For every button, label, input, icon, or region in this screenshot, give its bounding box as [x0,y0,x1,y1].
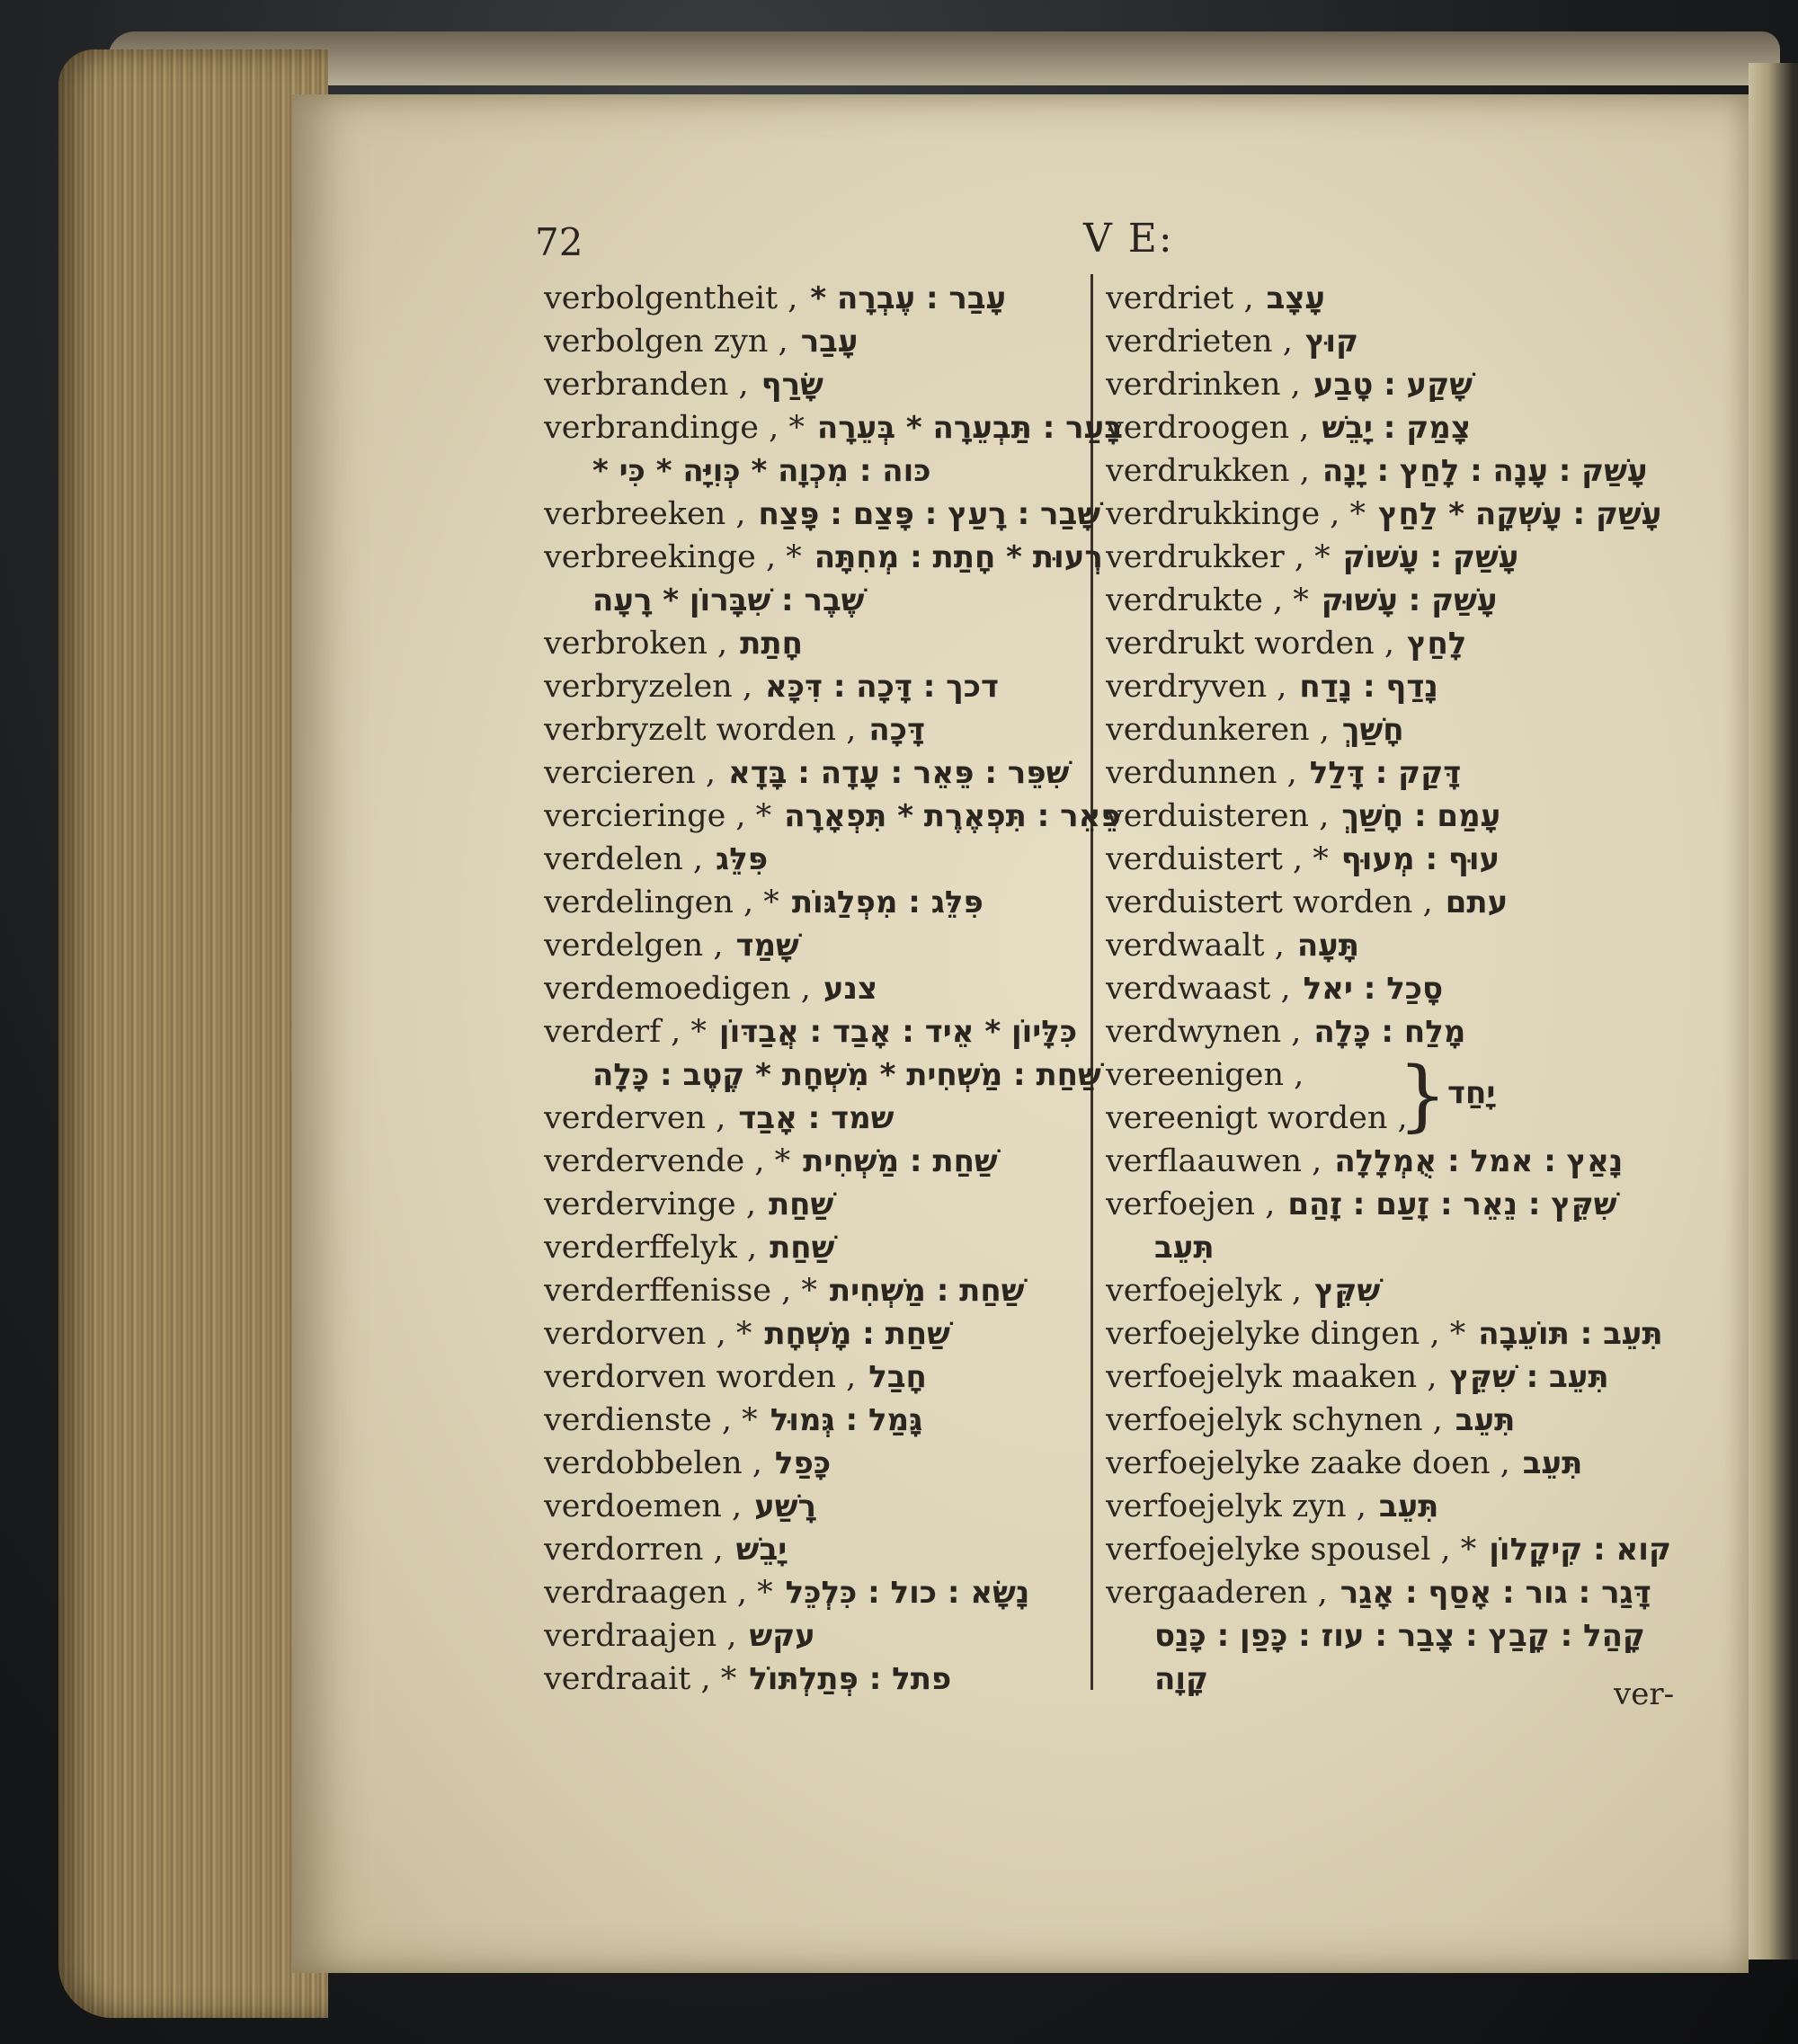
entry-hebrew: צָמַק : יָבֵשׁ [1322,410,1472,446]
entry-headword: verderf , * [544,1014,707,1050]
entry-headword: verflaauwen , [1106,1143,1322,1179]
entry-headword: verduistert , * [1106,841,1329,877]
entry-headword: verduisteren , [1106,798,1330,834]
dictionary-entry [1106,1226,1798,1269]
entry-hebrew: שָׁמַד [735,928,799,964]
dictionary-entry [1106,1657,1798,1701]
entry-hebrew: שַׁחַת : מַשְׁחִית [803,1143,998,1179]
entry-hebrew: חָתַת [740,626,803,662]
dictionary-entry [1106,1312,1798,1355]
dictionary-entry [1106,406,1798,449]
entry-headword: verdwaast , [1106,971,1291,1007]
dictionary-entry [1106,924,1798,967]
entry-hebrew: תִּעֵב : תּוֹעֵבָה [1478,1316,1663,1352]
entry-hebrew: נָדַף : נָדַח [1299,669,1438,705]
entry-hebrew: עתם [1445,884,1509,920]
entry-hebrew: עקש [749,1618,815,1654]
dictionary-entry [1106,881,1798,924]
dictionary-entry [1106,1355,1798,1399]
entry-headword: verfoejen , [1106,1186,1276,1222]
entry-hebrew: עָשַׁק : עָשְׁקָה * לַחַץ [1378,496,1662,532]
entry-hebrew: פֵּאֵר : תִּפְאֶרֶת * תִּפְאָרָה [784,798,1121,834]
entry-headword: verdelgen , [544,928,724,964]
entry-hebrew: תִּעֵב [1154,1230,1215,1266]
brace-group [1106,1053,1798,1140]
entry-headword: verdriet , [1106,280,1254,316]
entry-hebrew: שִׁקֵּץ [1313,1273,1381,1309]
entry-hebrew: תִּעֵב [1455,1402,1516,1438]
entry-headword: verbroken , [544,626,728,662]
entry-hebrew: דָּגַר : גור : אָסַף : אָגַר [1340,1575,1651,1611]
entry-hebrew: נָשָׂא : כול : כִּלְכֵּל [785,1575,1030,1611]
entry-headword: verderffelyk , [544,1230,758,1266]
entry-headword: vergaaderen , [1106,1575,1328,1611]
entry-hebrew: שמד : אָבַד [738,1100,895,1136]
entry-hebrew: שַׁחַת : מַשְׁחִית * מִשְׁחָת * קֶטֶב : כָּלָה [592,1057,1101,1093]
dictionary-entry [1106,277,1798,320]
entry-hebrew: שָׁבַר : רָעַץ : פָּצַם : פָּצַח [758,496,1100,532]
entry-hebrew: תִּעֵב : שִׁקֵּץ [1449,1359,1609,1395]
right-column-part-2 [1106,1140,1798,1701]
entry-headword: verdrukkinge , * [1106,496,1366,532]
right-column [1106,277,1798,1701]
dictionary-entry [1106,795,1798,838]
dictionary-entry [1106,1485,1798,1528]
dictionary-entry [1106,493,1798,536]
dictionary-entry [1106,1269,1798,1312]
dictionary-entry [1106,708,1798,751]
entry-headword: verdemoedigen , [544,971,811,1007]
entry-headword: verderven , [544,1100,726,1136]
entry-headword: verdorven worden , [544,1359,857,1395]
entry-hebrew: קוּץ [1304,324,1359,360]
dictionary-entry [1106,1571,1798,1614]
entry-headword: verdervende , * [544,1143,791,1179]
dictionary-entry [1106,1183,1798,1226]
entry-hebrew: סָכַל : יאל [1303,971,1444,1007]
entry-headword: verfoejelyk , [1106,1273,1302,1309]
entry-headword: verbolgen zyn , [544,324,788,360]
page-number: 72 [535,220,583,264]
entry-headword: verdrukte , * [1106,582,1309,618]
entry-headword: verdwaalt , [1106,928,1285,964]
entry-hebrew: שַׁחַת : מָשְׁחָת [764,1316,950,1352]
entry-headword: verbreeken , [544,496,746,532]
entry-headword: verdienste , * [544,1402,758,1438]
dictionary-entry [1106,1442,1798,1485]
entry-headword: verdorven , * [544,1316,752,1352]
dictionary-entry [1106,1614,1798,1657]
entry-hebrew: לָחַץ [1406,626,1467,662]
entry-headword: verfoejelyk zyn , [1106,1489,1366,1524]
entry-headword: verduistert worden , [1106,884,1433,920]
brace-group-line-2: vereenigt worden , [1106,1100,1408,1136]
entry-hebrew: יָבֵשׁ [735,1532,788,1568]
entry-hebrew: שִׁקֵּץ : נֵאֵר : זָעַם : זָהַם [1287,1186,1617,1222]
dictionary-entry [1106,320,1798,363]
entry-hebrew: פתל : פְּתַלְתּוֹל [749,1661,952,1697]
entry-hebrew: תִּעֵב [1378,1489,1439,1524]
dictionary-entry [1106,967,1798,1010]
entry-hebrew: קוא : קִיקָלוֹן [1489,1532,1671,1568]
entry-headword: verbrandinge , * [544,410,805,446]
dictionary-entry [1106,665,1798,708]
entry-headword: verdorren , [544,1532,724,1568]
entry-hebrew: שִׁפֵּר : פֵּאֵר : עָדָה : בָּדָא [727,755,1070,791]
entry-headword: verfoejelyke dingen , * [1106,1316,1466,1352]
entry-hebrew: רְעוּת * חָתַת : מְחִתָּה [814,539,1103,575]
entry-headword: verdoemen , [544,1489,743,1524]
entry-hebrew: קָהַל : קָבַץ : צָבַר : עוז : כָּפַן : כָּנַס [1154,1618,1645,1654]
entry-headword: verfoejelyke zaake doen , [1106,1445,1510,1481]
entry-hebrew: עָצָב [1266,280,1326,316]
entry-headword: verbolgentheit , [544,280,798,316]
brace-group-line-1: vereenigen , [1106,1057,1304,1093]
entry-hebrew: צנע [823,971,878,1007]
entry-hebrew: עָבַר : עֶבְרָה * [810,280,1007,316]
entry-headword: verdryven , [1106,669,1287,705]
entry-hebrew: עָמַם : חָשַׁךְ [1341,798,1501,834]
entry-headword: verdrieten , [1106,324,1293,360]
catchword: ver- [1614,1676,1675,1712]
entry-hebrew: רָשַׁע [754,1489,817,1524]
entry-hebrew: תָּעָה [1296,928,1360,964]
entry-hebrew: שָׁקַע : טָבַע [1313,367,1473,403]
dictionary-entry [1106,449,1798,493]
entry-headword: vercieren , [544,755,716,791]
entry-headword: verdrukker , * [1106,539,1331,575]
page-fore-edge [58,49,328,2018]
entry-hebrew: עָשַׁק : עָנָה : לָחַץ : יָנָה [1322,453,1648,489]
entry-hebrew: שֶׁבֶר : שִׁבָּרוֹן * רָעָה [592,582,865,618]
entry-hebrew: עָשַׁק : עָשׁוֹק [1342,539,1519,575]
entry-hebrew: שָׂרַף [761,367,823,403]
entry-headword: verdroogen , [1106,410,1310,446]
entry-hebrew: דָּכָה [868,712,925,748]
dictionary-entry [1106,363,1798,406]
entry-hebrew: נָאַץ : אמל : אֻמְלָלָה [1334,1143,1624,1179]
entry-hebrew: שַׁחַת [768,1186,834,1222]
dictionary-entry [1106,838,1798,881]
entry-headword: verbranden , [544,367,749,403]
entry-hebrew: דָּקַק : דָּלַל [1309,755,1462,791]
entry-hebrew: כּוה : מִכְוָה * כְּוִיָּה * כִּי * [592,453,931,489]
dictionary-entry [1106,1140,1798,1183]
entry-headword: verbreekinge , * [544,539,802,575]
entry-headword: verdunkeren , [1106,712,1330,748]
entry-hebrew: חָשַׁךְ [1341,712,1404,748]
entry-hebrew: קָוָה [1154,1661,1209,1697]
entry-hebrew: פִּלֵּג [716,841,769,877]
entry-headword: verdobbelen , [544,1445,762,1481]
entry-headword: verdraait , * [544,1661,737,1697]
dictionary-entry [1106,536,1798,579]
dictionary-entry [1106,1528,1798,1571]
entry-hebrew: שַׁחַת : מַשְׁחִית [829,1273,1025,1309]
dictionary-entry [1106,751,1798,795]
dictionary-entry [1106,1399,1798,1442]
dictionary-entry [1106,622,1798,665]
dictionary-entry [1106,1010,1798,1053]
running-head: V E: [1083,216,1174,262]
entry-hebrew: פִּלֵּג : מִפְלַגּוֹת [791,884,984,920]
entry-hebrew: בָּעַר : תַּבְעֵרָה * בְּעֵרָה [816,410,1123,446]
entry-hebrew: עוּף : מְעוּף [1340,841,1500,877]
entry-headword: verbryzelt worden , [544,712,857,748]
entry-headword: verdrukken , [1106,453,1310,489]
curly-brace-icon: } [1398,1051,1447,1141]
entry-headword: verdervinge , [544,1186,756,1222]
entry-headword: verdwynen , [1106,1014,1302,1050]
entry-hebrew: עָבַר [800,324,859,360]
entry-hebrew: כָּפַל [774,1445,832,1481]
entry-headword: verdelen , [544,841,704,877]
entry-hebrew: חָבַל [868,1359,927,1395]
entry-hebrew: תִּעֵב [1522,1445,1583,1481]
entry-headword: verbryzelen , [544,669,752,705]
entry-headword: verdrinken , [1106,367,1301,403]
entry-headword: verfoejelyke spousel , * [1106,1532,1477,1568]
entry-hebrew: מָלַח : כָּלָה [1313,1014,1466,1050]
entry-hebrew: שַׁחַת [770,1230,835,1266]
entry-hebrew: עָשַׁק : עָשׁוּק [1321,582,1498,618]
entry-headword: verdunnen , [1106,755,1297,791]
entry-headword: vercieringe , * [544,798,772,834]
entry-headword: verdelingen , * [544,884,779,920]
entry-hebrew: גָּמַל : גְּמוּל [770,1402,923,1438]
entry-headword: verfoejelyk schynen , [1106,1402,1443,1438]
entry-headword: verderffenisse , * [544,1273,817,1309]
dictionary-entry [1106,579,1798,622]
right-column-part-1 [1106,277,1798,1053]
brace-group-hebrew: יָחַד [1447,1075,1496,1111]
entry-headword: verfoejelyk maaken , [1106,1359,1438,1395]
entry-headword: verdrukt worden , [1106,626,1394,662]
page-top-edge [108,31,1780,85]
entry-headword: verdraagen , * [544,1575,773,1611]
entry-headword: verdraajen , [544,1618,737,1654]
entry-hebrew: דכך : דָּכָה : דִּכָּא [764,669,1000,705]
entry-hebrew: כִּלָּיוֹן * אֵיד : אָבַד : אֲבַדּוֹן [718,1014,1078,1050]
